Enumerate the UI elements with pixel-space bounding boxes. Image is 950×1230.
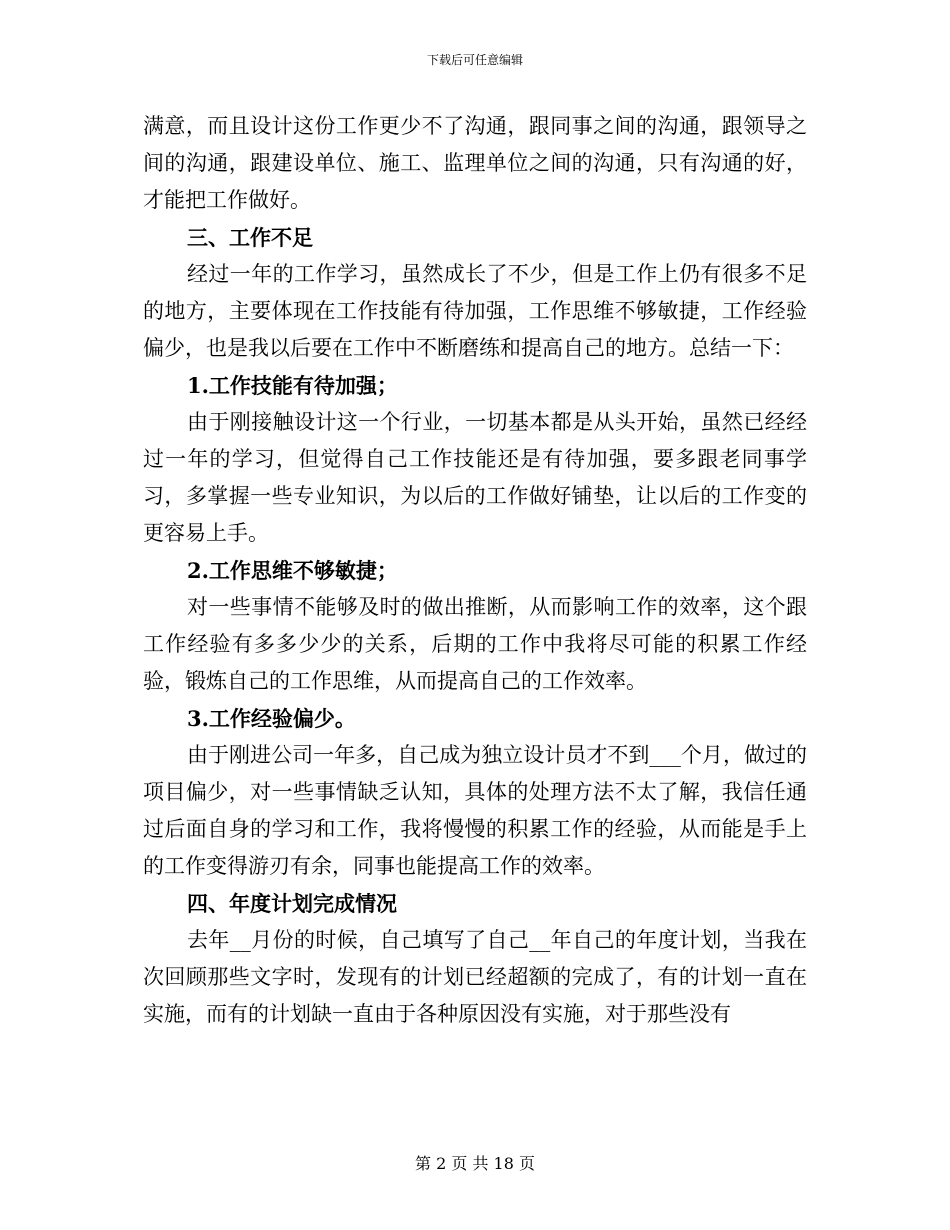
document-body [143,108,807,1033]
subheading-1: 1.工作技能有待加强； [187,373,398,398]
paragraph-sub-1: 由于刚接触设计这一个行业，一切基本都是从头开始，虽然已经经过一年的学习，但觉得自己工作技能还是有待加强，要多跟老同事学习，多掌握一些专业知识，为以后的工作做好铺垫，让以后的工作变的更容易上手。 [143,410,807,545]
paragraph-section-4: 去年__月份的时候，自己填写了自己__年自己的年度计划，当我在次回顾那些文字时，发现有的计划已经超额的完成了，有的计划一直在实施，而有的计划缺一直由于各种原因没有实施，对于那些没有 [143,928,807,1026]
page-number: 第 2 页 共 18 页 [415,1154,535,1173]
paragraph-sub-3: 由于刚进公司一年多，自己成为独立设计员才不到___个月，做过的项目偏少，对一些事情缺乏认知，具体的处理方法不太了解，我信任通过后面自身的学习和工作，我将慢慢的积累工作的经验，从而能是手上的工作变得游刃有余，同事也能提高工作的效率。 [143,743,807,878]
paragraph-sub-2: 对一些事情不能够及时的做出推断，从而影响工作的效率，这个跟工作经验有多多少少的关系，后期的工作中我将尽可能的积累工作经验，锻炼自己的工作思维，从而提高自己的工作效率。 [143,595,807,693]
section-heading-3: 三、工作不足 [187,225,313,250]
paragraph-intro: 满意，而且设计这份工作更少不了沟通，跟同事之间的沟通，跟领导之间的沟通，跟建设单位、施工、监理单位之间的沟通，只有沟通的好，才能把工作做好。 [143,114,807,212]
subheading-3: 3.工作经验偏少。 [187,706,356,731]
header-note: 下载后可任意编辑 [426,53,523,67]
subheading-2: 2.工作思维不够敏捷； [187,558,398,583]
section-heading-4: 四、年度计划完成情况 [187,891,397,916]
paragraph-section-3: 经过一年的工作学习，虽然成长了不少，但是工作上仍有很多不足的地方，主要体现在工作技能有待加强，工作思维不够敏捷，工作经验偏少，也是我以后要在工作中不断磨练和提高自己的地方。总结一下： [143,262,807,360]
